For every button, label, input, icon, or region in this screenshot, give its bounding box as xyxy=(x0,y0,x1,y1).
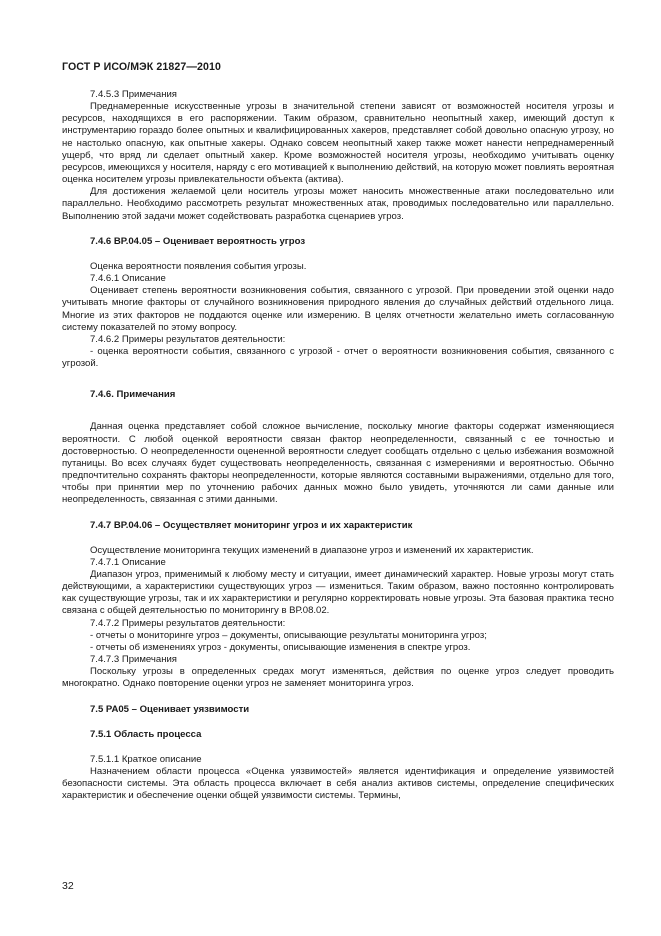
section-751-heading: 7.5.1 Область процесса xyxy=(90,728,202,740)
section-7461-description: Оценивает степень вероятности возникновения события, связанного с угрозой. При проведении этой оценки надо учитывать многие факторы от случайного возникновения природного явления до случайных действий отдельного лица. Многие из этих факторов не поддаются оценке или измерению. В целях отчетности желательно иметь согласованную систему показателей по этому вопросу. xyxy=(62,285,614,333)
section-7472-heading: 7.4.7.2 Примеры результатов деятельности: xyxy=(90,617,286,629)
page-content xyxy=(62,89,614,803)
section-7453-paragraph-1: Преднамеренные искусственные угрозы в значительной степени зависят от возможностей носителя угрозы и ресурсов, находящихся в его распоряжении. Таким образом, сравнительно неопытный хакер, имеющий доступ к инструментарию гораздо более опытных и квалифицированных хакеров, представляет собой довольно опасную угрозу, но не настолько опасную, как опытные хакеры. Однако совсем неопытный хакер также может нанести непреднамеренный ущерб, что вряд ли сделает опытный хакер. Кроме возможностей носителя угрозы, необходимо учитывать оценку ресурсов, имеющихся у носителя, наряду с его мотивацией к выполнению действий, на которую может повлиять вероятная оценка носителем угрозы привлекательности объекта (актива). xyxy=(62,101,614,186)
section-7473-notes: Поскольку угрозы в определенных средах могут изменяться, действия по оценке угроз следует проводить многократно. Однако повторение оценки угроз не заменяет мониторинга угроз. xyxy=(62,666,614,690)
section-7453-paragraph-2: Для достижения желаемой цели носитель угрозы может наносить множественные атаки последовательно или параллельно. Необходимо рассмотреть результат множественных атак, проводимых последовательно или параллельно. Выполнению этой задачи может содействовать разработка сценариев угроз. xyxy=(62,186,614,222)
section-7511-brief: Назначением области процесса «Оценка уязвимостей» является идентификация и определение уязвимостей безопасности системы. Эта область процесса включает в себя анализ активов системы, определение специфических характеристик и обеспечение оценки общей уязвимости системы. Термины, xyxy=(62,766,614,802)
page-number: 32 xyxy=(62,880,74,892)
section-746-notes-heading: 7.4.6. Примечания xyxy=(90,389,176,401)
section-747-summary: Осуществление мониторинга текущих изменений в диапазоне угроз и изменений их характеристик. xyxy=(90,544,534,556)
section-75-heading: 7.5 РА05 – Оценивает уязвимости xyxy=(90,703,250,715)
section-746-summary: Оценка вероятности появления события угрозы. xyxy=(90,260,307,272)
section-747-heading: 7.4.7 ВР.04.06 – Осуществляет мониторинг угроз и их характеристик xyxy=(90,519,413,531)
section-7462-example-1: - оценка вероятности события, связанного с угрозой - отчет о вероятности возникновения события, связанного с угрозой. xyxy=(62,345,614,370)
section-7473-heading: 7.4.7.3 Примечания xyxy=(90,654,177,666)
section-7471-description: Диапазон угроз, применимый к любому месту и ситуации, имеет динамический характер. Новые угрозы могут стать действующими, а характеристики существующих угроз — измениться. Таким образом, важно постоянно контролировать как существующие угрозы, так и их характеристики и регулярно корректировать новые угрозы. Эта базовая практика тесно связана с общей деятельностью по мониторингу в ВР.08.02. xyxy=(62,569,614,617)
section-7471-heading: 7.4.7.1 Описание xyxy=(90,556,166,568)
section-7472-example-2: - отчеты об изменениях угроз - документы, описывающие изменения в спектре угроз. xyxy=(90,641,471,653)
document-header: ГОСТ Р ИСО/МЭК 21827—2010 xyxy=(62,61,221,73)
section-746-notes-paragraph: Данная оценка представляет собой сложное вычисление, поскольку многие факторы содержат изменяющиеся вероятности. С любой оценкой вероятности связан фактор неопределенности, связанный с ее точностью и достоверностью. О неопределенности оцененной вероятности следует сообщать отдельно с целью избежания возможной путаницы. Во всех случаях будет существовать неопределенность, связанная с измерениями и вероятностью. Обычно предпочтительно сохранять факторы неопределенности, которые являются составными выражениями, отдельно для того, чтобы при принятии мер по уточнению рабочих данных можно было увидеть, уточняются ли сами данные или неопределенность, связанная с этими данными. xyxy=(62,421,614,506)
section-7461-heading: 7.4.6.1 Описание xyxy=(90,273,166,285)
section-7462-heading: 7.4.6.2 Примеры результатов деятельности: xyxy=(90,333,286,345)
section-746-heading: 7.4.6 ВР.04.05 – Оценивает вероятность угроз xyxy=(90,235,306,247)
section-7472-example-1: - отчеты о мониторинге угроз – документы, описывающие результаты мониторинга угроз; xyxy=(90,629,487,641)
section-7511-heading: 7.5.1.1 Краткое описание xyxy=(90,753,202,765)
section-7453-heading: 7.4.5.3 Примечания xyxy=(90,89,177,100)
